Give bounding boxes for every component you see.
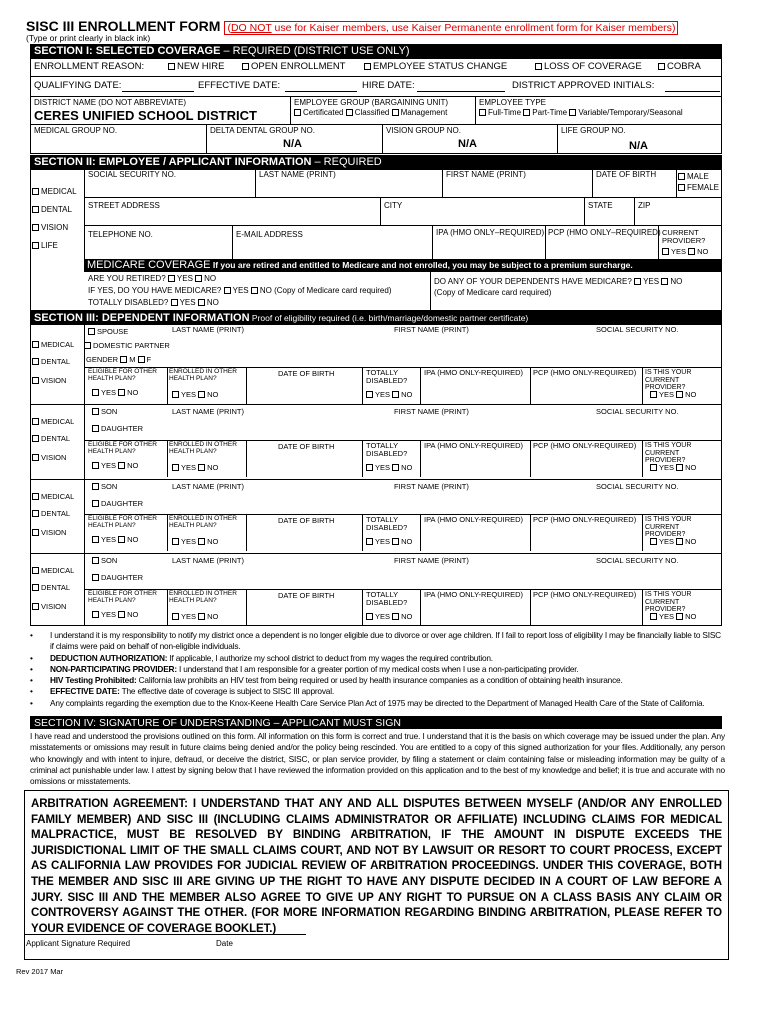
effective-date-label: EFFECTIVE DATE:: [198, 80, 281, 91]
district-initials-label: DISTRICT APPROVED INITIALS:: [512, 80, 655, 91]
telephone-label: TELEPHONE NO.: [88, 230, 153, 239]
life-group-value: N/A: [629, 140, 648, 152]
dep1-ipa-label: IPA (HMO ONLY-REQUIRED): [424, 368, 524, 377]
life-group-label: LIFE GROUP NO.: [561, 126, 626, 135]
dep4-ipa-label: IPA (HMO ONLY-REQUIRED): [424, 590, 524, 599]
dep4-enrolled-label: ENROLLED IN OTHER HEALTH PLAN?: [169, 590, 237, 605]
signature-field[interactable]: [26, 910, 306, 934]
coverage-life-checkbox[interactable]: LIFE: [32, 242, 58, 251]
dependents-medicare-question[interactable]: DO ANY OF YOUR DEPENDENTS HAVE MEDICARE? YES NO: [434, 277, 683, 286]
dep2-disabled-label: TOTALLY DISABLED?: [366, 441, 408, 459]
spouse-checkbox[interactable]: SPOUSE: [88, 328, 128, 336]
dep3-eligible-options[interactable]: YES NO: [92, 536, 138, 544]
ipa-label: IPA (HMO ONLY–REQUIRED): [436, 228, 545, 237]
gender-options[interactable]: GENDER M F: [86, 355, 152, 364]
dep3-medical-checkbox[interactable]: MEDICAL: [32, 493, 74, 501]
dep2-enrolled-label: ENROLLED IN OTHER HEALTH PLAN?: [169, 441, 237, 456]
dep1-vision-checkbox[interactable]: VISION: [32, 377, 66, 385]
bullet-item: • EFFECTIVE DATE: The effective date of coverage is subject to SISC III approval.: [30, 686, 725, 697]
employee-type-label: EMPLOYEE TYPE: [479, 98, 546, 107]
dep1-medical-checkbox[interactable]: MEDICAL: [32, 341, 74, 349]
current-provider-label: CURRENT PROVIDER?: [662, 228, 706, 246]
current-provider-options[interactable]: YES NO: [662, 248, 708, 256]
dep3-ssn-label: SOCIAL SECURITY NO.: [596, 482, 679, 491]
dep2-vision-checkbox[interactable]: VISION: [32, 454, 66, 462]
dep1-eligible-options[interactable]: YES NO: [92, 389, 138, 397]
dep2-first-name-label: FIRST NAME (PRINT): [394, 407, 469, 416]
employee-group-label: EMPLOYEE GROUP (BARGAINING UNIT): [294, 98, 449, 107]
city-label: CITY: [384, 201, 403, 210]
medical-group-label: MEDICAL GROUP NO.: [34, 126, 118, 135]
form-title: SISC III ENROLLMENT FORM (DO NOT use for Kaiser members, use Kaiser Permanente enrollment form for Kaiser members): [26, 18, 678, 34]
dep2-eligible-options[interactable]: YES NO: [92, 462, 138, 470]
pcp-label: PCP (HMO ONLY–REQUIRED): [548, 228, 661, 237]
dep4-dob-label: DATE OF BIRTH: [278, 591, 335, 600]
bullet-item: • HIV Testing Prohibited: California law prohibits an HIV test from being required or used by health insurance companies as a condition of obtaining health insurance.: [30, 675, 725, 686]
dep2-last-name-label: LAST NAME (PRINT): [172, 407, 244, 416]
kaiser-warning: (DO NOT use for Kaiser members, use Kaiser Permanente enrollment form for Kaiser members): [224, 21, 678, 35]
dep3-vision-checkbox[interactable]: VISION: [32, 529, 66, 537]
dep4-eligible-label: ELIGIBLE FOR OTHER HEALTH PLAN?: [88, 590, 157, 605]
retired-question[interactable]: ARE YOU RETIRED? YES NO: [88, 274, 217, 283]
dep2-ssn-label: SOCIAL SECURITY NO.: [596, 407, 679, 416]
dep1-current-label: IS THIS YOUR CURRENT PROVIDER?: [645, 369, 692, 392]
dep3-last-name-label: LAST NAME (PRINT): [172, 482, 244, 491]
reason-loss-coverage-checkbox[interactable]: LOSS OF COVERAGE: [535, 62, 642, 72]
coverage-medical-checkbox[interactable]: MEDICAL: [32, 188, 77, 197]
vision-group-value: N/A: [458, 138, 477, 150]
dep3-son-checkbox[interactable]: SON: [92, 483, 117, 491]
dep2-current-options[interactable]: YES NO: [650, 464, 696, 472]
first-name-label: FIRST NAME (PRINT): [446, 170, 526, 179]
medicare-bar: MEDICARE COVERAGE If you are retired and entitled to Medicare and not enrolled, you may be subject to a premium surcharge.: [84, 259, 722, 272]
reason-new-hire-checkbox[interactable]: NEW HIRE: [168, 62, 225, 72]
dep2-dental-checkbox[interactable]: DENTAL: [32, 435, 70, 443]
section-1-bar: SECTION I: SELECTED COVERAGE – REQUIRED (DISTRICT USE ONLY): [30, 44, 722, 58]
delta-group-label: DELTA DENTAL GROUP NO.: [210, 126, 315, 135]
employee-group-options[interactable]: Certificated Classified Management: [294, 109, 447, 118]
ssn-label: SOCIAL SECURITY NO.: [88, 170, 177, 179]
dep4-ssn-label: SOCIAL SECURITY NO.: [596, 556, 679, 565]
dep4-first-name-label: FIRST NAME (PRINT): [394, 556, 469, 565]
bullet-item: • Any complaints regarding the exemption due to the Knox-Keene Health Care Service Plan Act of 1975 may be directed to the Department of Managed Health Care of the State of California.: [30, 698, 725, 709]
dep2-disabled-options[interactable]: YES NO: [366, 464, 412, 472]
dob-label: DATE OF BIRTH: [596, 170, 657, 179]
hire-date-label: HIRE DATE:: [362, 80, 415, 91]
signature-label: Applicant Signature Required: [26, 939, 131, 948]
district-name-value: CERES UNIFIED SCHOOL DISTRICT: [34, 108, 257, 123]
dep4-pcp-label: PCP (HMO ONLY-REQUIRED): [533, 590, 637, 599]
vision-group-label: VISION GROUP NO.: [386, 126, 461, 135]
dep3-first-name-label: FIRST NAME (PRINT): [394, 482, 469, 491]
date-label: Date: [216, 939, 233, 948]
dep3-current-label: IS THIS YOUR CURRENT PROVIDER?: [645, 516, 692, 539]
dep4-eligible-options[interactable]: YES NO: [92, 611, 138, 619]
dep3-current-options[interactable]: YES NO: [650, 538, 696, 546]
revision-label: Rev 2017 Mar: [16, 967, 64, 976]
dep1-disabled-label: TOTALLY DISABLED?: [366, 368, 408, 386]
coverage-dental-checkbox[interactable]: DENTAL: [32, 206, 72, 215]
section-4-bar: SECTION IV: SIGNATURE OF UNDERSTANDING – APPLICANT MUST SIGN: [30, 716, 722, 729]
delta-group-value: N/A: [283, 138, 302, 150]
zip-label: ZIP: [638, 201, 651, 210]
employee-type-options[interactable]: Full-Time Part-Time Variable/Temporary/Seasonal: [479, 109, 683, 118]
district-name-label: DISTRICT NAME (DO NOT ABBREVIATE): [34, 98, 187, 107]
bullet-item: • DEDUCTION AUTHORIZATION: If applicable, I authorize my school district to deduct from my wages the required contribution.: [30, 653, 725, 664]
dep4-son-checkbox[interactable]: SON: [92, 557, 117, 565]
male-checkbox[interactable]: MALE: [678, 173, 709, 182]
reason-cobra-checkbox[interactable]: COBRA: [658, 62, 701, 72]
dep2-medical-checkbox[interactable]: MEDICAL: [32, 418, 74, 426]
reason-open-enrollment-checkbox[interactable]: OPEN ENROLLMENT: [242, 62, 346, 72]
section-2-bar: SECTION II: EMPLOYEE / APPLICANT INFORMATION – REQUIRED: [30, 155, 722, 169]
understanding-paragraph: I have read and understood the provisions outlined on this form. All information on this form is correct and true. I understand that it is the basis on which coverage may be issued under the plan. Any misstatements or omissions may result in future claims being denied and/or the policy being rescinded. You are entitled to a copy of this signed authorization for your files. Additionally, any person who knowingly and with intent to injure, defraud, or deceive the district, SISC, or plan service provider, by filing a statement or claim containing false or misleading information may be guilty of a criminal act punishable under law. I attest by signing below that I have reviewed the information provided on this application and to the best of my knowledge and belief; it is true and accurate with no omissions or misstatements.: [30, 731, 725, 787]
dependents-medicare-copy: (Copy of Medicare card required): [434, 288, 552, 297]
dep1-eligible-label: ELIGIBLE FOR OTHER HEALTH PLAN?: [88, 368, 157, 383]
dep1-last-name-label: LAST NAME (PRINT): [172, 325, 244, 334]
dep1-current-options[interactable]: YES NO: [650, 391, 696, 399]
dep1-disabled-options[interactable]: YES NO: [366, 391, 412, 399]
reason-status-change-checkbox[interactable]: EMPLOYEE STATUS CHANGE: [364, 62, 507, 72]
dep4-dental-checkbox[interactable]: DENTAL: [32, 584, 70, 592]
have-medicare-question[interactable]: IF YES, DO YOU HAVE MEDICARE? YES NO (Copy of Medicare card required): [88, 286, 392, 295]
dep3-pcp-label: PCP (HMO ONLY-REQUIRED): [533, 515, 637, 524]
dep3-ipa-label: IPA (HMO ONLY-REQUIRED): [424, 515, 524, 524]
dep4-medical-checkbox[interactable]: MEDICAL: [32, 567, 74, 575]
dep3-daughter-checkbox[interactable]: DAUGHTER: [92, 500, 143, 508]
dep1-pcp-label: PCP (HMO ONLY-REQUIRED): [533, 368, 637, 377]
female-checkbox[interactable]: FEMALE: [678, 184, 719, 193]
dep1-first-name-label: FIRST NAME (PRINT): [394, 325, 469, 334]
state-label: STATE: [588, 201, 613, 210]
dep4-enrolled-options[interactable]: YES NO: [172, 613, 218, 621]
form-subtitle: (Type or print clearly in black ink): [26, 33, 151, 43]
dep4-daughter-checkbox[interactable]: DAUGHTER: [92, 574, 143, 582]
arbitration-text: ARBITRATION AGREEMENT: I UNDERSTAND THAT ANY AND ALL DISPUTES BETWEEN MYSELF (AND/OR ANY ENROLLED FAMILY MEMBER) AND SISC III (INCLUDING CLAIMS ADMINISTRATOR OR AFFILIATE) INCLUDING CLAIMS FOR MEDICAL MALPRACTICE, MUST BE RESOLVED BY BINDING ARBITRATION, IF THE AMOUNT IN DISPUTE EXCEEDS THE JURISDICTIONAL LIMIT OF THE SMALL CLAIMS COURT, AND NOT BY LAWSUIT OR RESORT TO COURT PROCESS, EXCEPT AS CALIFORNIA LAW PROVIDES FOR JUDICIAL REVIEW OF ARBITRATION PROCEEDINGS. UNDER THIS COVERAGE, BOTH THE MEMBER AND SISC III ARE GIVING UP THE RIGHT TO HAVE ANY DISPUTE DECIDED IN A COURT OF LAW BEFORE A JURY. SISC III AND THE MEMBER ALSO AGREE TO GIVE UP ANY RIGHT TO PURSUE ON A CLASS BASIS ANY CLAIM OR CONTROVERSY AGAINST THE OTHER. (FOR MORE INFORMATION REGARDING BINDING ARBITRATION, PLEASE REFER TO YOUR EVIDENCE OF COVERAGE BOOKLET.): [31, 798, 722, 935]
dep2-dob-label: DATE OF BIRTH: [278, 442, 335, 451]
dep4-vision-checkbox[interactable]: VISION: [32, 603, 66, 611]
dep1-dob-label: DATE OF BIRTH: [278, 369, 335, 378]
dep3-enrolled-options[interactable]: YES NO: [172, 538, 218, 546]
dep2-eligible-label: ELIGIBLE FOR OTHER HEALTH PLAN?: [88, 441, 157, 456]
dep2-current-label: IS THIS YOUR CURRENT PROVIDER?: [645, 442, 692, 465]
dep3-disabled-options[interactable]: YES NO: [366, 538, 412, 546]
street-label: STREET ADDRESS: [88, 201, 160, 210]
qualifying-date-label: QUALIFYING DATE:: [34, 80, 122, 91]
last-name-label: LAST NAME (PRINT): [259, 170, 336, 179]
dep1-enrolled-options[interactable]: YES NO: [172, 391, 218, 399]
dep4-current-options[interactable]: YES NO: [650, 613, 696, 621]
email-label: E-MAIL ADDRESS: [236, 230, 303, 239]
dep4-last-name-label: LAST NAME (PRINT): [172, 556, 244, 565]
dep1-dental-checkbox[interactable]: DENTAL: [32, 358, 70, 366]
dep1-enrolled-label: ENROLLED IN OTHER HEALTH PLAN?: [169, 368, 237, 383]
enrollment-reason-label: ENROLLMENT REASON:: [34, 61, 145, 72]
dep1-ssn-label: SOCIAL SECURITY NO.: [596, 325, 679, 334]
dep2-enrolled-options[interactable]: YES NO: [172, 464, 218, 472]
dep3-eligible-label: ELIGIBLE FOR OTHER HEALTH PLAN?: [88, 515, 157, 530]
dep4-disabled-options[interactable]: YES NO: [366, 613, 412, 621]
dep2-ipa-label: IPA (HMO ONLY-REQUIRED): [424, 441, 524, 450]
dep4-disabled-label: TOTALLY DISABLED?: [366, 590, 408, 608]
dep2-son-checkbox[interactable]: SON: [92, 408, 117, 416]
section-3-bar: SECTION III: DEPENDENT INFORMATION Proof of eligibility required (i.e. birth/marriage/domestic partner certificate): [30, 311, 722, 324]
dep4-current-label: IS THIS YOUR CURRENT PROVIDER?: [645, 591, 692, 614]
dep3-enrolled-label: ENROLLED IN OTHER HEALTH PLAN?: [169, 515, 237, 530]
totally-disabled-question[interactable]: TOTALLY DISABLED? YES NO: [88, 298, 219, 307]
dep3-disabled-label: TOTALLY DISABLED?: [366, 515, 408, 533]
domestic-partner-checkbox[interactable]: DOMESTIC PARTNER: [84, 342, 170, 350]
bullet-item: • NON-PARTICIPATING PROVIDER: I understand that I am responsible for a greater portion of my medical costs when I use a non-participating provider.: [30, 664, 725, 675]
bullet-item: • I understand it is my responsibility to notify my district once a dependent is no longer eligible due to divorce or over age children. If I fail to report loss of eligibility I may be financially liable to SISC if claims were paid on behalf of non-eligible individuals.: [30, 630, 725, 653]
dep3-dental-checkbox[interactable]: DENTAL: [32, 510, 70, 518]
acknowledgement-list: [30, 630, 725, 709]
dep2-pcp-label: PCP (HMO ONLY-REQUIRED): [533, 441, 637, 450]
dep2-daughter-checkbox[interactable]: DAUGHTER: [92, 425, 143, 433]
coverage-vision-checkbox[interactable]: VISION: [32, 224, 68, 233]
dep3-dob-label: DATE OF BIRTH: [278, 516, 335, 525]
